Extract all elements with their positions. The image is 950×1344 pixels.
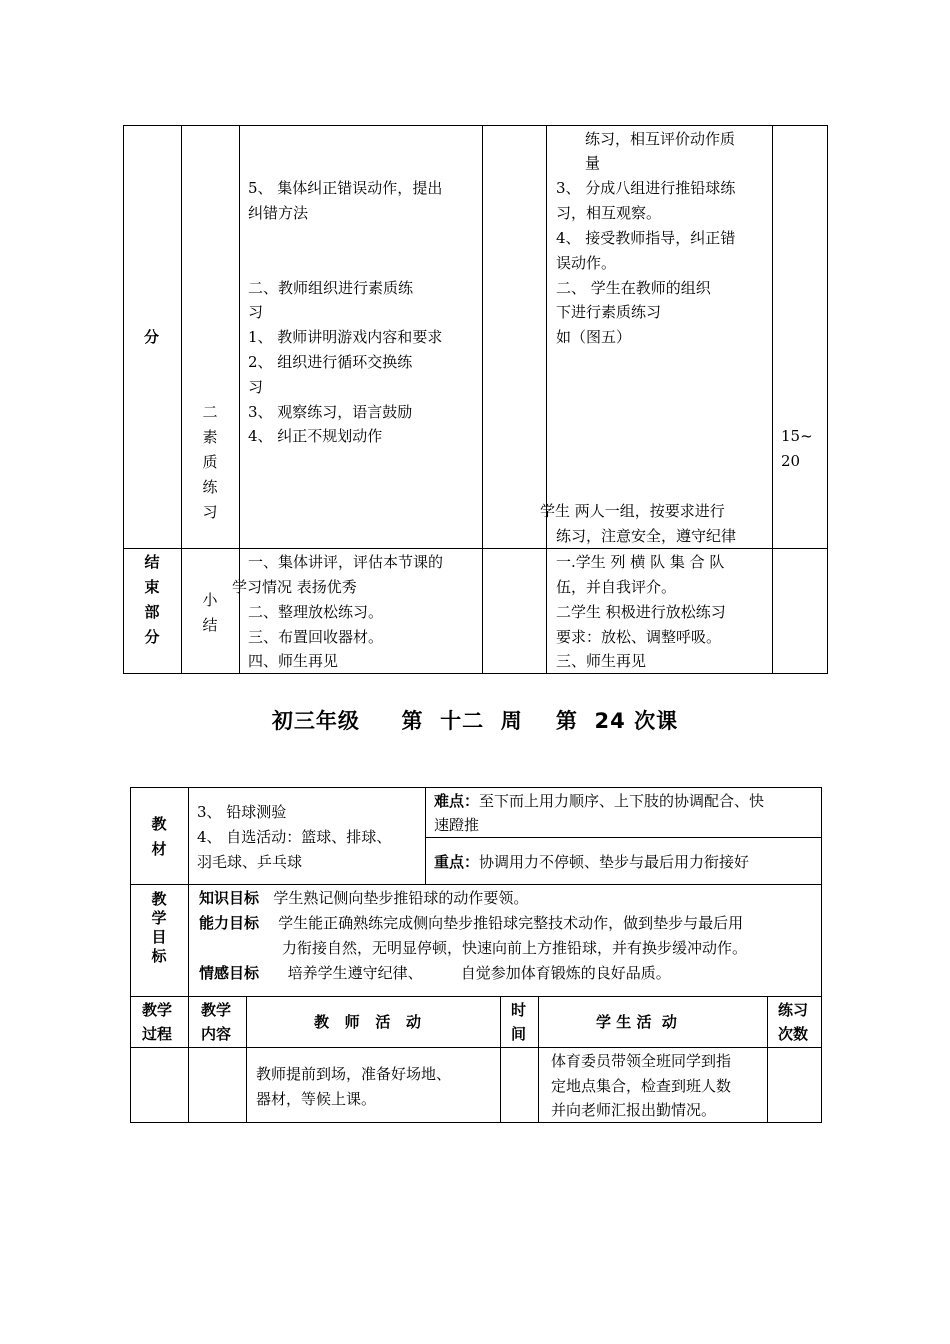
student-line: 三、师生再见 xyxy=(556,652,647,670)
header-process: 教学 xyxy=(142,1001,173,1019)
vertical-char: 目 xyxy=(151,928,167,946)
goal-ability-text-cont: 力衔接自然，无明显停顿，快速向前上方推铅球，并有换步缓冲动作。 xyxy=(282,939,748,957)
teacher-line: 习 xyxy=(248,303,264,321)
page-title: 初三年级 第 十二 周 第 24 次课 xyxy=(271,709,679,733)
table-border-left xyxy=(130,787,131,1123)
student-line: 一.学生 列 横 队 集 合 队 xyxy=(556,553,725,571)
table-col-line xyxy=(123,125,124,674)
section-label-ending xyxy=(142,550,162,650)
header-process: 过程 xyxy=(142,1025,173,1043)
student-line: 练习，注意安全，遵守纪律 xyxy=(556,527,737,545)
table-border-right xyxy=(821,787,822,1123)
difficulty-text: 至下而上用力顺序、上下肢的协调配合、快 xyxy=(479,792,765,810)
vertical-char: 标 xyxy=(151,947,167,965)
table-col-line xyxy=(546,125,547,674)
goal-emotion-text: 培养学生遵守纪律、 自觉参加体育锻炼的良好品质。 xyxy=(287,964,671,982)
teacher-line: 习 xyxy=(248,378,264,396)
teaching-goals-label xyxy=(149,890,169,966)
header-content: 内容 xyxy=(201,1025,232,1043)
goal-ability-label: 能力目标 xyxy=(199,914,260,932)
table-col-line xyxy=(538,996,539,1123)
teacher-line: 一、集体讲评，评估本节课的 xyxy=(248,553,444,571)
student-line: 要求：放松、调整呼吸。 xyxy=(556,628,722,646)
table-col-line xyxy=(482,125,483,674)
table-col-line xyxy=(772,125,773,674)
teacher-line: 3、 观察练习，语言鼓励 xyxy=(248,403,413,421)
key-point-label: 重点： xyxy=(434,853,480,871)
materials-label xyxy=(149,812,169,862)
goal-knowledge-text: 学生熟记侧向垫步推铅球的动作要领。 xyxy=(273,889,529,907)
section-label-part: 分 xyxy=(144,328,160,346)
materials-line: 羽毛球、乒乓球 xyxy=(197,853,303,871)
vertical-char: 束 xyxy=(144,578,160,596)
section-content-quality-training xyxy=(200,400,220,525)
teacher-line: 4、 纠正不规划动作 xyxy=(248,427,383,445)
table-col-line xyxy=(500,996,501,1123)
goal-knowledge-label: 知识目标 xyxy=(199,889,260,907)
student-line: 练习，相互评价动作质 xyxy=(585,130,736,148)
teacher-line: 1、 教师讲明游戏内容和要求 xyxy=(248,328,443,346)
row-teacher-line: 教师提前到场，准备好场地、 xyxy=(256,1065,452,1083)
table-col-line xyxy=(767,996,768,1123)
difficulty-text-cont: 速蹬推 xyxy=(434,816,480,834)
materials-line: 3、 铅球测验 xyxy=(197,803,287,821)
student-line: 学生 两人一组，按要求进行 xyxy=(540,502,725,520)
student-line: 误动作。 xyxy=(556,254,617,272)
time-minutes: 15~ 20 xyxy=(781,427,813,470)
student-line: 习，相互观察。 xyxy=(556,204,662,222)
student-line: 3、 分成八组进行推铅球练 xyxy=(556,179,736,197)
vertical-char: 学 xyxy=(151,909,167,927)
teacher-line: 2、 组织进行循环交换练 xyxy=(248,353,413,371)
key-point-row xyxy=(434,850,749,875)
student-line: 下进行素质练习 xyxy=(556,303,662,321)
goal-ability xyxy=(199,911,743,936)
vertical-char: 结 xyxy=(202,616,218,634)
vertical-char: 教 xyxy=(151,890,167,908)
vertical-char: 练 xyxy=(202,478,218,496)
table-row-divider xyxy=(130,996,822,997)
table-border-top xyxy=(123,125,828,126)
teacher-line: 5、 集体纠正错误动作，提出 xyxy=(248,179,443,197)
table-border-top xyxy=(130,787,822,788)
table-col-line xyxy=(188,787,189,1123)
vertical-char: 质 xyxy=(202,453,218,471)
teacher-line: 二、教师组织进行素质练 xyxy=(248,279,414,297)
table-row-divider xyxy=(130,1047,822,1048)
difficulty-label: 难点： xyxy=(434,792,480,810)
table-col-line xyxy=(246,996,247,1123)
header-student-activity: 学 生 活 动 xyxy=(596,1013,677,1031)
table-border-right xyxy=(827,125,828,674)
vertical-char: 素 xyxy=(202,428,218,446)
row-student-line: 体育委员带领全班同学到指 xyxy=(551,1052,732,1070)
vertical-char: 分 xyxy=(144,628,160,646)
student-line: 二学生 积极进行放松练习 xyxy=(556,603,726,621)
table-row-divider xyxy=(425,837,822,838)
vertical-char: 教 xyxy=(151,815,167,833)
student-line: 伍，并自我评介。 xyxy=(556,578,677,596)
row-teacher-line: 器材，等候上课。 xyxy=(256,1090,377,1108)
goal-emotion xyxy=(199,961,671,986)
header-time: 时 xyxy=(511,1001,527,1019)
table-col-line xyxy=(181,125,182,674)
difficulty-row xyxy=(434,789,764,814)
teacher-line: 学习情况 表扬优秀 xyxy=(232,578,357,596)
student-line: 量 xyxy=(585,154,601,172)
table-border-bottom xyxy=(123,673,828,674)
header-practice-count: 练习 xyxy=(778,1001,809,1019)
header-practice-count: 次数 xyxy=(778,1025,809,1043)
vertical-char: 习 xyxy=(202,503,218,521)
goal-knowledge xyxy=(199,886,528,911)
goal-ability-text: 学生能正确熟练完成侧向垫步推铅球完整技术动作，做到垫步与最后用 xyxy=(278,914,744,932)
goal-emotion-label: 情感目标 xyxy=(199,964,260,982)
header-content: 教学 xyxy=(201,1001,232,1019)
header-teacher-activity: 教 师 活 动 xyxy=(314,1013,421,1031)
student-line: 二、 学生在教师的组织 xyxy=(556,279,711,297)
vertical-char: 结 xyxy=(144,553,160,571)
vertical-char: 二 xyxy=(202,403,218,421)
student-line: 如（图五） xyxy=(556,328,632,346)
student-line: 4、 接受教师指导，纠正错 xyxy=(556,229,736,247)
teacher-line: 纠错方法 xyxy=(248,204,309,222)
vertical-char: 小 xyxy=(202,591,218,609)
teacher-line: 三、布置回收器材。 xyxy=(248,628,384,646)
materials-line: 4、 自选活动：篮球、排球、 xyxy=(197,828,392,846)
row-student-line: 并向老师汇报出勤情况。 xyxy=(551,1101,717,1119)
teacher-line: 二、整理放松练习。 xyxy=(248,603,384,621)
teacher-line: 四、师生再见 xyxy=(248,652,339,670)
vertical-char: 材 xyxy=(151,840,167,858)
header-time: 间 xyxy=(511,1025,527,1043)
table-row-divider xyxy=(130,884,822,885)
vertical-char: 部 xyxy=(144,603,160,621)
table-border-bottom xyxy=(130,1122,822,1123)
key-point-text: 协调用力不停顿、垫步与最后用力衔接好 xyxy=(479,853,750,871)
section-content-summary xyxy=(200,588,220,638)
row-student-line: 定地点集合，检查到班人数 xyxy=(551,1077,732,1095)
table-col-line xyxy=(425,787,426,885)
